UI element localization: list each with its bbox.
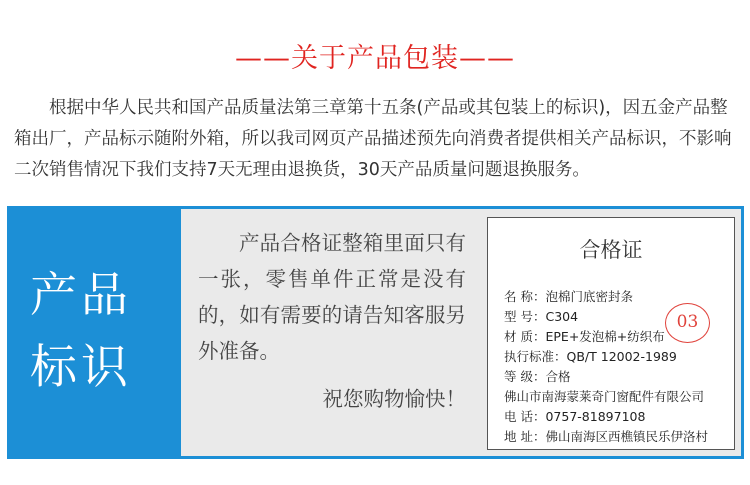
intro-paragraph: 根据中华人民共和国产品质量法第三章第十五条(产品或其包装上的标识)，因五金产品整箱出厂，产品标示随附外箱，所以我司网页产品描述预先向消费者提供相关产品标识，不影响二次销售情况下我们支持7天无理由退换货，30天产品质量问题退换服务。 bbox=[14, 98, 732, 180]
cert-row-grade bbox=[504, 367, 732, 387]
certificate-rows bbox=[504, 287, 732, 447]
certificate-card bbox=[487, 217, 735, 450]
cert-row-name bbox=[504, 287, 732, 307]
cert-row-address bbox=[504, 427, 732, 447]
cert-row-value: 泡棉门底密封条 bbox=[545, 289, 633, 304]
cert-row-key: 材 质： bbox=[504, 329, 546, 344]
cert-row-model bbox=[504, 307, 732, 327]
cert-row-value: QB/T 12002-1989 bbox=[566, 349, 677, 364]
panel-title-line2: 标识 bbox=[30, 340, 132, 395]
cert-row-key: 等 级： bbox=[504, 369, 546, 384]
notice-text: 产品合格证整箱里面只有一张，零售单件正常是没有的，如有需要的请告知客服另外准备。 bbox=[198, 231, 466, 363]
panel-certificate-area bbox=[477, 209, 741, 456]
cert-row-key: 名 称： bbox=[504, 289, 546, 304]
section-heading: ——关于产品包装—— bbox=[235, 43, 515, 74]
cert-row-key: 型 号： bbox=[504, 309, 546, 324]
cert-row-phone bbox=[504, 407, 732, 427]
cert-row-value: 合格 bbox=[545, 369, 571, 384]
cert-row-value: 佛山南海区西樵镇民乐伊洛村 bbox=[545, 429, 708, 444]
panel-notice bbox=[181, 209, 477, 456]
product-label-panel bbox=[7, 206, 744, 459]
notice-closing: 祝您购物愉快！ bbox=[322, 387, 466, 411]
notice-text-block bbox=[198, 225, 466, 417]
cert-row-value: EPE+发泡棉+纺织布 bbox=[545, 329, 665, 344]
panel-title-line1: 产品 bbox=[30, 268, 132, 323]
cert-row-value: C304 bbox=[545, 309, 579, 324]
cert-row-key: 地 址： bbox=[504, 429, 546, 444]
cert-row-key: 电 话： bbox=[504, 409, 546, 424]
panel-left-title bbox=[10, 209, 181, 456]
certificate-title: 合格证 bbox=[579, 238, 643, 262]
stamp-mark: 03 bbox=[665, 303, 710, 343]
cert-row-key: 执行标准： bbox=[504, 349, 567, 364]
cert-row-standard bbox=[504, 347, 732, 367]
cert-row-material bbox=[504, 327, 732, 347]
cert-row-company bbox=[504, 387, 732, 407]
cert-row-value: 佛山市南海蒙莱奇门窗配件有限公司 bbox=[504, 389, 705, 404]
cert-row-value: 0757-81897108 bbox=[545, 409, 646, 424]
